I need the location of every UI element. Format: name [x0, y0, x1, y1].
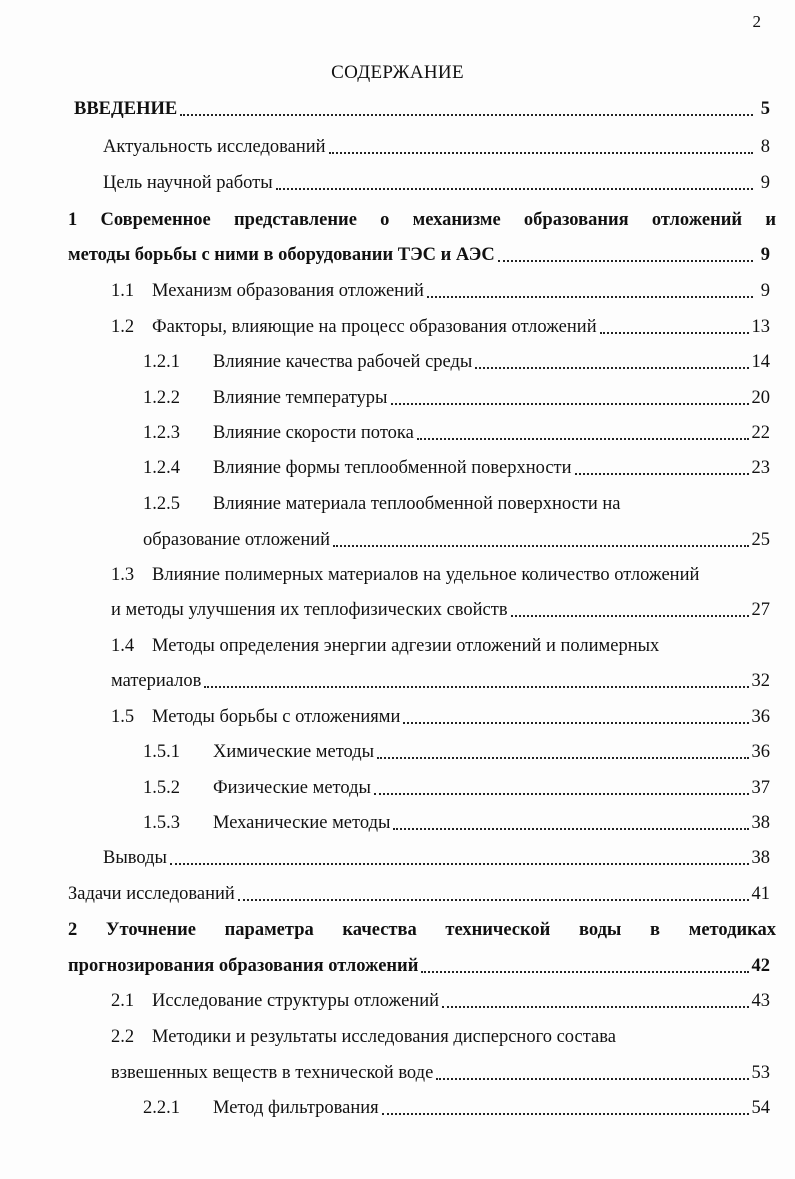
toc-entry-title: ВВЕДЕНИЕ	[74, 99, 178, 119]
toc-entry-title: Влияние материала теплообменной поверхности на	[213, 494, 621, 514]
toc-entry-goal[interactable]	[103, 171, 770, 195]
dot-leader	[475, 367, 748, 369]
toc-entry-title: прогнозирования образования отложений	[68, 956, 419, 976]
section-number: 1.5.3	[143, 813, 180, 833]
toc-entry-2-2-1[interactable]	[143, 1096, 770, 1120]
dot-leader	[333, 545, 748, 547]
toc-entry-title: методы борьбы с ними в оборудовании ТЭС и АЭС	[68, 245, 495, 265]
toc-entry-1-2-2[interactable]	[143, 386, 770, 410]
toc-entry-title: Физические методы	[213, 778, 371, 798]
toc-entry-page: 20	[751, 388, 770, 408]
dot-leader	[377, 757, 748, 759]
dot-leader	[575, 473, 749, 475]
toc-entry-title: Механические методы	[213, 813, 391, 833]
toc-entry-title: образование отложений	[143, 530, 331, 550]
toc-entry-2-2[interactable]	[111, 1061, 770, 1085]
dot-leader	[180, 114, 753, 116]
toc-entry-page: 53	[751, 1063, 770, 1083]
toc-entry-2-2-line1[interactable]	[111, 1025, 616, 1049]
toc-entry-page: 36	[751, 742, 770, 762]
toc-entry-title: Исследование структуры отложений	[152, 991, 440, 1011]
dot-leader	[238, 899, 749, 901]
toc-entry-1-4-line1[interactable]	[111, 634, 659, 658]
toc-entry-1-5[interactable]	[111, 705, 770, 729]
toc-entry-1-5-2[interactable]	[143, 776, 770, 800]
toc-entry-1-4[interactable]	[111, 669, 770, 693]
toc-entry-1-3[interactable]	[111, 598, 770, 622]
dot-leader	[403, 722, 748, 724]
toc-entry-page: 37	[751, 778, 770, 798]
section-number: 1.5.1	[143, 742, 180, 762]
toc-entry-1-5-1[interactable]	[143, 740, 770, 764]
toc-entry-page: 32	[751, 671, 770, 691]
toc-entry-conclusions[interactable]	[103, 846, 770, 870]
dot-leader	[276, 188, 753, 190]
toc-entry-title: Влияние формы теплообменной поверхности	[213, 458, 572, 478]
dot-leader	[427, 296, 753, 298]
toc-chapter-2-line1[interactable]: 2 Уточнение параметра качества технической воды в методиках	[68, 920, 776, 940]
toc-entry-page: 14	[751, 352, 770, 372]
section-number: 1.4	[111, 636, 135, 656]
dot-leader	[436, 1078, 748, 1080]
toc-entry-title: взвешенных веществ в технической воде	[111, 1063, 434, 1083]
section-number: 1.2.3	[143, 423, 180, 443]
dot-leader	[329, 152, 753, 154]
toc-entry-chapter-1[interactable]	[68, 243, 770, 267]
dot-leader	[442, 1006, 748, 1008]
section-number: 2.1	[111, 991, 135, 1011]
toc-entry-title: Метод фильтрования	[213, 1098, 379, 1118]
toc-entry-1-2-5-line1[interactable]	[143, 492, 621, 516]
toc-entry-intro[interactable]	[74, 97, 770, 121]
toc-entry-page: 54	[751, 1098, 770, 1118]
dot-leader	[421, 971, 748, 973]
toc-entry-title: материалов	[111, 671, 202, 691]
section-number: 1.2.1	[143, 352, 180, 372]
toc-entry-title: Актуальность исследований	[103, 137, 326, 157]
section-number: 2.2.1	[143, 1098, 180, 1118]
toc-entry-page: 9	[760, 281, 770, 301]
toc-entry-page: 27	[751, 600, 770, 620]
dot-leader	[391, 403, 749, 405]
toc-entry-title: Задачи исследований	[68, 884, 235, 904]
toc-entry-2-1[interactable]	[111, 989, 770, 1013]
toc-entry-page: 8	[760, 137, 770, 157]
toc-entry-title: Влияние полимерных материалов на удельное количество отложений	[152, 565, 700, 585]
toc-entry-page: 9	[760, 245, 770, 265]
toc-entry-1-2-5[interactable]	[143, 528, 770, 552]
toc-entry-page: 22	[751, 423, 770, 443]
toc-entry-title: Методы определения энергии адгезии отложений и полимерных	[152, 636, 660, 656]
section-number: 1.3	[111, 565, 135, 585]
toc-entry-1-2[interactable]	[111, 315, 770, 339]
toc-entry-page: 9	[760, 173, 770, 193]
section-number: 1.2.2	[143, 388, 180, 408]
toc-entry-page: 23	[751, 458, 770, 478]
toc-entry-page: 42	[751, 956, 770, 976]
page-number: 2	[752, 12, 761, 31]
toc-entry-title: Механизм образования отложений	[152, 281, 424, 301]
dot-leader	[382, 1113, 749, 1115]
section-number: 1.5	[111, 707, 135, 727]
dot-leader	[498, 260, 753, 262]
toc-entry-1-1[interactable]	[111, 279, 770, 303]
toc-entry-title: Химические методы	[213, 742, 375, 762]
toc-entry-title: Влияние скорости потока	[213, 423, 414, 443]
toc-entry-page: 13	[751, 317, 770, 337]
toc-entry-title: Методики и результаты исследования дисперсного состава	[152, 1027, 616, 1047]
toc-entry-page: 41	[751, 884, 770, 904]
dot-leader	[417, 438, 749, 440]
dot-leader	[374, 793, 749, 795]
dot-leader	[204, 686, 748, 688]
toc-chapter-1-line1[interactable]: 1 Современное представление о механизме образования отложений и	[68, 210, 776, 230]
toc-entry-tasks[interactable]	[68, 882, 770, 906]
section-number: 1.1	[111, 281, 135, 301]
dot-leader	[170, 863, 749, 865]
toc-entry-1-2-1[interactable]	[143, 350, 770, 374]
toc-entry-title: и методы улучшения их теплофизических свойств	[111, 600, 508, 620]
toc-entry-page: 5	[760, 99, 770, 119]
toc-entry-page: 38	[751, 848, 770, 868]
section-number: 1.2.4	[143, 458, 180, 478]
dot-leader	[511, 615, 749, 617]
toc-entry-page: 38	[751, 813, 770, 833]
toc-entry-1-2-3[interactable]	[143, 421, 770, 445]
dot-leader	[600, 332, 749, 334]
toc-entry-title: Выводы	[103, 848, 167, 868]
section-number: 2.2	[111, 1027, 135, 1047]
section-number: 1.2	[111, 317, 135, 337]
toc-entry-1-3-line1[interactable]	[111, 563, 699, 587]
toc-entry-title: Влияние температуры	[213, 388, 388, 408]
toc-entry-1-2-4[interactable]	[143, 456, 770, 480]
toc-entry-page: 43	[751, 991, 770, 1011]
toc-entry-title: Цель научной работы	[103, 173, 273, 193]
section-number: 1.2.5	[143, 494, 180, 514]
dot-leader	[393, 828, 748, 830]
toc-entry-title: Факторы, влияющие на процесс образования отложений	[152, 317, 597, 337]
toc-entry-relevance[interactable]	[103, 135, 770, 159]
toc-entry-1-5-3[interactable]	[143, 811, 770, 835]
toc-entry-page: 36	[751, 707, 770, 727]
toc-entry-chapter-2[interactable]	[68, 954, 770, 978]
toc-entry-title: Влияние качества рабочей среды	[213, 352, 473, 372]
toc-heading: СОДЕРЖАНИЕ	[331, 62, 464, 83]
toc-entry-title: Методы борьбы с отложениями	[152, 707, 401, 727]
toc-entry-page: 25	[751, 530, 770, 550]
section-number: 1.5.2	[143, 778, 180, 798]
